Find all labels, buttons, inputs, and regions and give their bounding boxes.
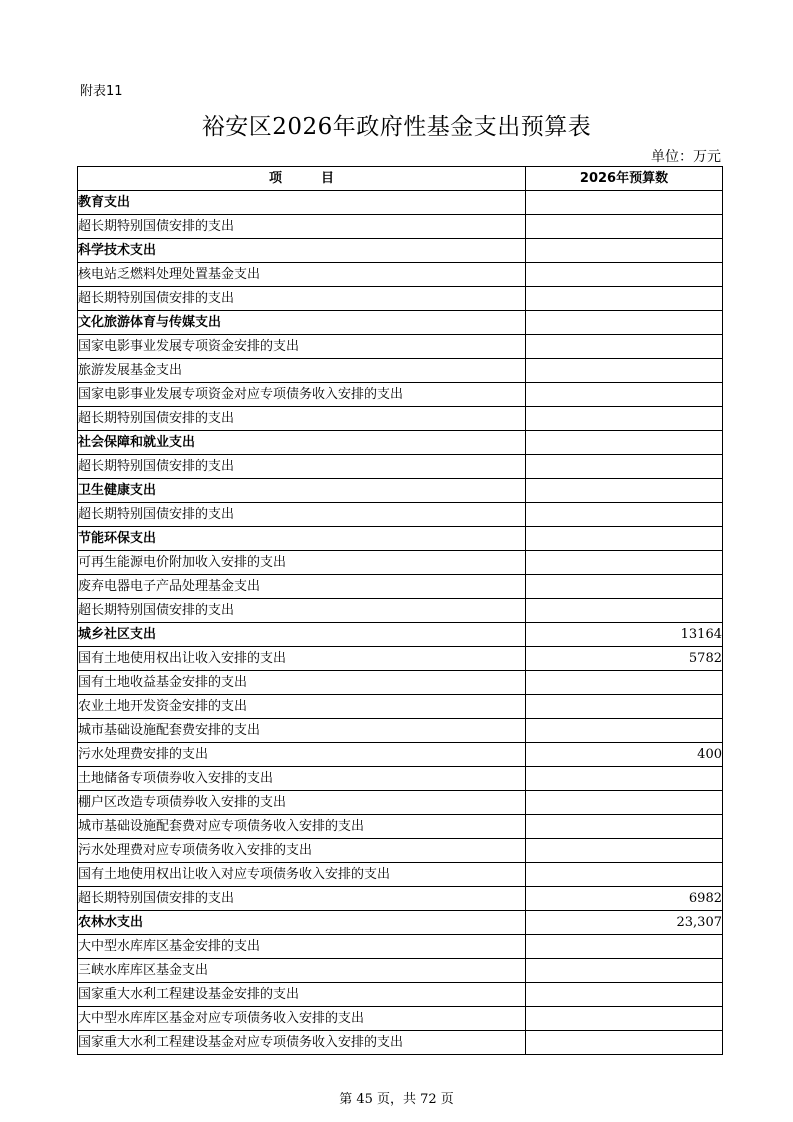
category-row — [78, 911, 723, 935]
item-name: 超长期特别国债安排的支出 — [78, 215, 526, 239]
header-item: 项 目 — [78, 167, 526, 191]
amount-cell: 13164 — [526, 623, 723, 647]
item-name: 土地储备专项债券收入安排的支出 — [78, 767, 526, 791]
table-row — [78, 935, 723, 959]
amount-cell — [526, 1031, 723, 1055]
table-row — [78, 383, 723, 407]
category-row — [78, 527, 723, 551]
item-name: 超长期特别国债安排的支出 — [78, 503, 526, 527]
amount-cell — [526, 383, 723, 407]
amount-cell — [526, 551, 723, 575]
table-row — [78, 743, 723, 767]
amount-cell — [526, 239, 723, 263]
table-row — [78, 407, 723, 431]
amount-cell — [526, 311, 723, 335]
amount-cell: 6982 — [526, 887, 723, 911]
item-name: 旅游发展基金支出 — [78, 359, 526, 383]
amount-cell — [526, 863, 723, 887]
appendix-label: 附表11 — [80, 84, 123, 99]
category-name: 教育支出 — [78, 191, 526, 215]
item-name: 核电站乏燃料处理处置基金支出 — [78, 263, 526, 287]
amount-cell: 23,307 — [526, 911, 723, 935]
amount-cell — [526, 407, 723, 431]
amount-cell — [526, 959, 723, 983]
table-row — [78, 575, 723, 599]
table-row — [78, 695, 723, 719]
category-row — [78, 623, 723, 647]
amount-cell — [526, 191, 723, 215]
table-row — [78, 287, 723, 311]
table-row — [78, 215, 723, 239]
page-title: 裕安区2026年政府性基金支出预算表 — [201, 114, 592, 140]
amount-cell — [526, 671, 723, 695]
table-row — [78, 983, 723, 1007]
header-amount: 2026年预算数 — [526, 167, 723, 191]
item-name: 国有土地使用权出让收入安排的支出 — [78, 647, 526, 671]
amount-cell — [526, 695, 723, 719]
page-footer: 第 45 页，共 72 页 — [339, 1092, 454, 1107]
table-row — [78, 455, 723, 479]
table-row — [78, 959, 723, 983]
amount-cell — [526, 431, 723, 455]
table-row — [78, 647, 723, 671]
item-name: 国家电影事业发展专项资金安排的支出 — [78, 335, 526, 359]
table-row — [78, 551, 723, 575]
category-row — [78, 431, 723, 455]
amount-cell — [526, 215, 723, 239]
category-row — [78, 479, 723, 503]
item-name: 农业土地开发资金安排的支出 — [78, 695, 526, 719]
budget-table — [77, 166, 723, 1055]
item-name: 棚户区改造专项债券收入安排的支出 — [78, 791, 526, 815]
amount-cell — [526, 479, 723, 503]
amount-cell — [526, 527, 723, 551]
item-name: 超长期特别国债安排的支出 — [78, 455, 526, 479]
item-name: 可再生能源电价附加收入安排的支出 — [78, 551, 526, 575]
category-name: 农林水支出 — [78, 911, 526, 935]
table-row — [78, 335, 723, 359]
category-name: 文化旅游体育与传媒支出 — [78, 311, 526, 335]
item-name: 国有土地收益基金安排的支出 — [78, 671, 526, 695]
category-name: 城乡社区支出 — [78, 623, 526, 647]
category-row — [78, 239, 723, 263]
amount-cell — [526, 983, 723, 1007]
table-row — [78, 1031, 723, 1055]
table-row — [78, 359, 723, 383]
category-name: 节能环保支出 — [78, 527, 526, 551]
table-row — [78, 791, 723, 815]
table-row — [78, 767, 723, 791]
item-name: 大中型水库库区基金安排的支出 — [78, 935, 526, 959]
amount-cell — [526, 719, 723, 743]
item-name: 国家重大水利工程建设基金对应专项债务收入安排的支出 — [78, 1031, 526, 1055]
amount-cell — [526, 935, 723, 959]
amount-cell — [526, 455, 723, 479]
table-row — [78, 503, 723, 527]
table-row — [78, 599, 723, 623]
table-row — [78, 263, 723, 287]
unit-label: 单位：万元 — [651, 149, 721, 165]
category-name: 科学技术支出 — [78, 239, 526, 263]
item-name: 城市基础设施配套费安排的支出 — [78, 719, 526, 743]
table-row — [78, 671, 723, 695]
item-name: 污水处理费对应专项债务收入安排的支出 — [78, 839, 526, 863]
amount-cell — [526, 599, 723, 623]
item-name: 大中型水库库区基金对应专项债务收入安排的支出 — [78, 1007, 526, 1031]
item-name: 超长期特别国债安排的支出 — [78, 887, 526, 911]
category-row — [78, 191, 723, 215]
amount-cell — [526, 767, 723, 791]
item-name: 国有土地使用权出让收入对应专项债务收入安排的支出 — [78, 863, 526, 887]
table-row — [78, 887, 723, 911]
amount-cell: 400 — [526, 743, 723, 767]
item-name: 国家重大水利工程建设基金安排的支出 — [78, 983, 526, 1007]
amount-cell — [526, 503, 723, 527]
amount-cell — [526, 263, 723, 287]
amount-cell — [526, 287, 723, 311]
table-row — [78, 1007, 723, 1031]
table-row — [78, 815, 723, 839]
category-name: 卫生健康支出 — [78, 479, 526, 503]
amount-cell — [526, 815, 723, 839]
table-row — [78, 719, 723, 743]
item-name: 超长期特别国债安排的支出 — [78, 599, 526, 623]
amount-cell — [526, 791, 723, 815]
category-name: 社会保障和就业支出 — [78, 431, 526, 455]
category-row — [78, 311, 723, 335]
item-name: 超长期特别国债安排的支出 — [78, 287, 526, 311]
table-row — [78, 863, 723, 887]
table-row — [78, 839, 723, 863]
item-name: 废弃电器电子产品处理基金支出 — [78, 575, 526, 599]
amount-cell — [526, 1007, 723, 1031]
amount-cell: 5782 — [526, 647, 723, 671]
item-name: 国家电影事业发展专项资金对应专项债务收入安排的支出 — [78, 383, 526, 407]
item-name: 超长期特别国债安排的支出 — [78, 407, 526, 431]
amount-cell — [526, 359, 723, 383]
table-header-row — [78, 167, 723, 191]
item-name: 三峡水库库区基金支出 — [78, 959, 526, 983]
amount-cell — [526, 335, 723, 359]
amount-cell — [526, 575, 723, 599]
item-name: 城市基础设施配套费对应专项债务收入安排的支出 — [78, 815, 526, 839]
item-name: 污水处理费安排的支出 — [78, 743, 526, 767]
amount-cell — [526, 839, 723, 863]
